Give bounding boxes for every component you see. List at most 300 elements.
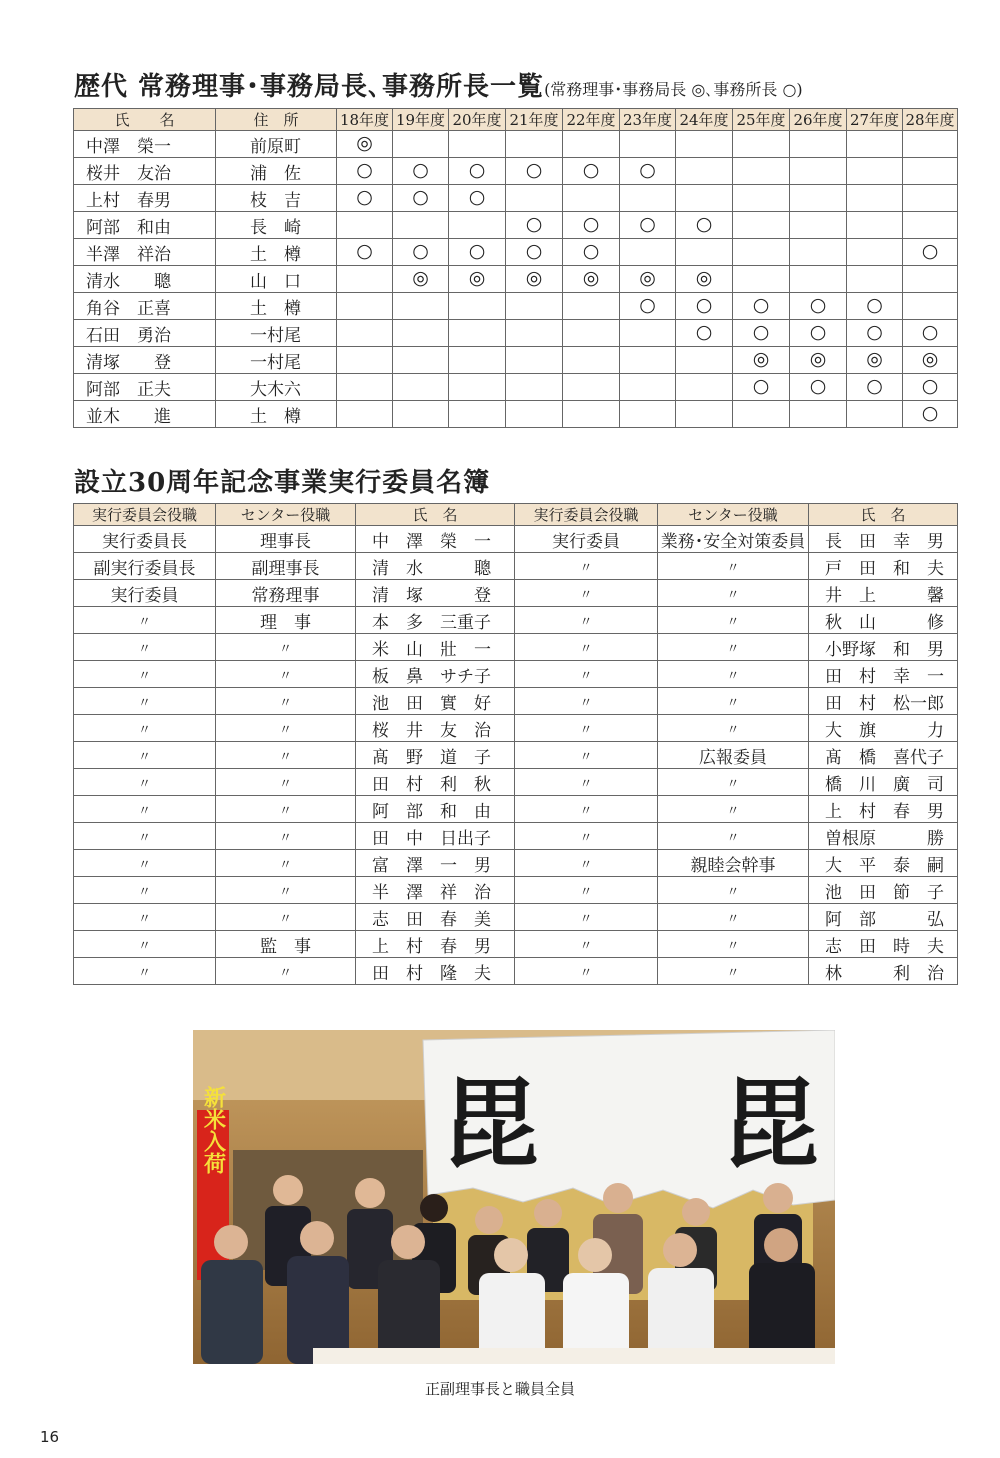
tenure-mark xyxy=(337,374,393,401)
tenure-mark xyxy=(563,347,620,374)
table-row xyxy=(74,715,958,742)
tenure-mark-symbol: ○ xyxy=(695,294,713,316)
center-role: 〃 xyxy=(216,850,356,877)
table-row xyxy=(74,526,958,553)
tenure-mark xyxy=(790,239,847,266)
member-name: 桜 井 友 治 xyxy=(356,715,515,742)
table-row xyxy=(74,401,958,428)
committee-role: 〃 xyxy=(74,634,216,661)
member-name: 本 多 三重子 xyxy=(356,607,515,634)
officers-history-title-text: 歴代 常務理事･事務局長､事務所長一覧 xyxy=(74,72,545,102)
center-role: 広報委員 xyxy=(658,742,809,769)
table-row xyxy=(74,634,958,661)
center-role: 〃 xyxy=(216,742,356,769)
tenure-mark xyxy=(790,158,847,185)
tenure-mark xyxy=(733,158,790,185)
tenure-mark xyxy=(620,374,676,401)
column-header: センター役職 xyxy=(658,504,809,526)
column-header-year: 18年度 xyxy=(337,109,393,131)
tenure-mark-symbol: ○ xyxy=(356,186,373,208)
member-name: 大 旗 力 xyxy=(809,715,958,742)
page-number: 16 xyxy=(40,1428,60,1446)
tenure-mark-symbol: ○ xyxy=(412,186,429,208)
table-row xyxy=(74,877,958,904)
tenure-mark xyxy=(676,131,733,158)
center-role: 〃 xyxy=(658,580,809,607)
member-name: 板 鼻 サチ子 xyxy=(356,661,515,688)
banner-character-right: 毘 xyxy=(723,1068,819,1181)
tenure-mark xyxy=(563,158,620,185)
member-name: 田 村 松一郎 xyxy=(809,688,958,715)
tenure-mark xyxy=(903,131,958,158)
tenure-mark xyxy=(733,131,790,158)
tenure-mark xyxy=(337,401,393,428)
tenure-mark xyxy=(506,293,563,320)
committee-role: 〃 xyxy=(74,931,216,958)
tenure-mark xyxy=(676,185,733,212)
tenure-mark xyxy=(337,158,393,185)
center-role: 業務･安全対策委員 xyxy=(658,526,809,553)
column-header: 実行委員会役職 xyxy=(515,504,658,526)
officer-address: 山 口 xyxy=(216,266,337,293)
member-name: 池 田 節 子 xyxy=(809,877,958,904)
member-name: 中 澤 榮 一 xyxy=(356,526,515,553)
tenure-mark xyxy=(903,158,958,185)
center-role: 監 事 xyxy=(216,931,356,958)
tenure-mark xyxy=(847,374,903,401)
table-row xyxy=(74,320,958,347)
table-row xyxy=(74,212,958,239)
committee-role: 〃 xyxy=(515,877,658,904)
officer-address: 大木六 xyxy=(216,374,337,401)
member-name: 阿 部 和 由 xyxy=(356,796,515,823)
tenure-mark xyxy=(563,185,620,212)
tenure-mark-symbol: ○ xyxy=(582,240,600,262)
tenure-mark-symbol: ○ xyxy=(752,375,770,397)
committee-role: 〃 xyxy=(74,688,216,715)
tenure-mark xyxy=(563,374,620,401)
center-role: 〃 xyxy=(658,661,809,688)
center-role: 〃 xyxy=(658,715,809,742)
tenure-mark xyxy=(506,401,563,428)
tenure-mark xyxy=(903,374,958,401)
member-name: 清 水 聰 xyxy=(356,553,515,580)
officer-name: 石田 勇治 xyxy=(74,320,216,347)
member-name: 志 田 時 夫 xyxy=(809,931,958,958)
center-role: 〃 xyxy=(658,931,809,958)
tenure-mark xyxy=(393,185,449,212)
tenure-mark-symbol: ○ xyxy=(866,294,883,316)
tenure-mark xyxy=(620,293,676,320)
member-name: 曽根原 勝 xyxy=(809,823,958,850)
tenure-mark-symbol: ○ xyxy=(695,213,713,235)
officer-address: 土 樽 xyxy=(216,401,337,428)
tenure-mark-symbol: ○ xyxy=(866,375,883,397)
center-role: 理事長 xyxy=(216,526,356,553)
tenure-mark xyxy=(790,320,847,347)
center-role: 〃 xyxy=(216,958,356,985)
tenure-mark xyxy=(903,212,958,239)
table-row xyxy=(74,607,958,634)
member-name: 髙 野 道 子 xyxy=(356,742,515,769)
tenure-mark xyxy=(393,374,449,401)
tenure-mark-symbol: ○ xyxy=(468,240,486,262)
tenure-mark xyxy=(563,401,620,428)
tenure-mark-symbol: ○ xyxy=(582,213,600,235)
tenure-mark-symbol: ○ xyxy=(468,159,486,181)
tenure-mark xyxy=(903,293,958,320)
tenure-mark xyxy=(790,185,847,212)
committee-role: 〃 xyxy=(515,553,658,580)
tenure-mark xyxy=(506,374,563,401)
tenure-mark-symbol: ◎ xyxy=(752,348,770,370)
tenure-mark xyxy=(449,239,506,266)
member-name: 橋 川 廣 司 xyxy=(809,769,958,796)
committee-role: 〃 xyxy=(74,769,216,796)
committee-role: 〃 xyxy=(74,877,216,904)
table-row xyxy=(74,553,958,580)
committee-role: 〃 xyxy=(74,607,216,634)
committee-role: 〃 xyxy=(74,742,216,769)
tenure-mark xyxy=(563,266,620,293)
officer-address: 一村尾 xyxy=(216,347,337,374)
committee-role: 〃 xyxy=(515,931,658,958)
tenure-mark xyxy=(676,212,733,239)
tenure-mark xyxy=(393,401,449,428)
member-name: 大 平 泰 嗣 xyxy=(809,850,958,877)
tenure-mark xyxy=(449,131,506,158)
tenure-mark-symbol: ○ xyxy=(695,321,713,343)
tenure-mark xyxy=(449,374,506,401)
tenure-mark-symbol: ○ xyxy=(866,321,883,343)
tenure-mark xyxy=(620,266,676,293)
tenure-mark xyxy=(676,374,733,401)
tenure-mark xyxy=(903,320,958,347)
committee-role: 〃 xyxy=(515,580,658,607)
tenure-mark xyxy=(393,320,449,347)
tenure-mark xyxy=(506,239,563,266)
member-name: 井 上 馨 xyxy=(809,580,958,607)
tenure-mark xyxy=(733,293,790,320)
center-role: 〃 xyxy=(658,904,809,931)
committee-role: 実行委員 xyxy=(515,526,658,553)
table-row xyxy=(74,239,958,266)
member-name: 長 田 幸 男 xyxy=(809,526,958,553)
tenure-mark-symbol: ○ xyxy=(809,321,827,343)
center-role: 〃 xyxy=(658,877,809,904)
center-role: 〃 xyxy=(216,715,356,742)
center-role: 〃 xyxy=(216,877,356,904)
banner-character-left: 毘 xyxy=(443,1068,539,1181)
tenure-mark-symbol: ○ xyxy=(752,294,770,316)
tenure-mark xyxy=(676,347,733,374)
officer-name: 並木 進 xyxy=(74,401,216,428)
tenure-mark-symbol: ○ xyxy=(921,321,939,343)
tenure-mark xyxy=(563,131,620,158)
tenure-mark-symbol: ○ xyxy=(582,159,600,181)
tenure-mark xyxy=(733,347,790,374)
center-role: 〃 xyxy=(658,607,809,634)
member-name: 米 山 壯 一 xyxy=(356,634,515,661)
tenure-mark-symbol: ◎ xyxy=(412,267,429,289)
tenure-mark xyxy=(790,212,847,239)
member-name: 田 村 利 秋 xyxy=(356,769,515,796)
tenure-mark xyxy=(393,266,449,293)
tenure-mark xyxy=(506,131,563,158)
column-header-name: 氏 名 xyxy=(74,109,216,131)
tenure-mark xyxy=(790,347,847,374)
column-header-year: 24年度 xyxy=(676,109,733,131)
committee-role: 〃 xyxy=(74,958,216,985)
committee-role: 副実行委員長 xyxy=(74,553,216,580)
officer-address: 長 崎 xyxy=(216,212,337,239)
tenure-mark xyxy=(449,185,506,212)
member-name: 林 利 治 xyxy=(809,958,958,985)
tenure-mark xyxy=(733,374,790,401)
tenure-mark xyxy=(393,239,449,266)
center-role: 〃 xyxy=(658,823,809,850)
committee-role: 〃 xyxy=(515,823,658,850)
tenure-mark xyxy=(620,347,676,374)
committee-roster-table xyxy=(73,503,958,985)
column-header: 実行委員会役職 xyxy=(74,504,216,526)
tenure-mark xyxy=(733,266,790,293)
center-role: 常務理事 xyxy=(216,580,356,607)
tenure-mark xyxy=(676,401,733,428)
committee-role: 〃 xyxy=(74,904,216,931)
tenure-mark xyxy=(506,347,563,374)
center-role: 〃 xyxy=(216,688,356,715)
column-header: センター役職 xyxy=(216,504,356,526)
tenure-mark xyxy=(506,320,563,347)
tenure-mark xyxy=(847,131,903,158)
tenure-mark-symbol: ○ xyxy=(752,321,770,343)
center-role: 〃 xyxy=(216,904,356,931)
column-header-year: 28年度 xyxy=(903,109,958,131)
member-name: 志 田 春 美 xyxy=(356,904,515,931)
tenure-mark-symbol: ○ xyxy=(412,159,429,181)
committee-role: 〃 xyxy=(74,823,216,850)
tenure-mark-symbol: ○ xyxy=(639,294,656,316)
tenure-mark xyxy=(393,158,449,185)
committee-role: 〃 xyxy=(515,715,658,742)
tenure-mark xyxy=(847,401,903,428)
member-name: 半 澤 祥 治 xyxy=(356,877,515,904)
committee-role: 〃 xyxy=(74,796,216,823)
officer-address: 前原町 xyxy=(216,131,337,158)
committee-role: 〃 xyxy=(515,661,658,688)
tenure-mark-symbol: ○ xyxy=(921,375,939,397)
tenure-mark-symbol: ◎ xyxy=(582,267,600,289)
member-name: 田 村 隆 夫 xyxy=(356,958,515,985)
committee-role: 〃 xyxy=(74,850,216,877)
table-edge xyxy=(313,1348,835,1364)
table-row xyxy=(74,185,958,212)
tenure-mark xyxy=(620,131,676,158)
committee-role: 〃 xyxy=(74,661,216,688)
tenure-mark xyxy=(506,158,563,185)
tenure-mark xyxy=(733,320,790,347)
committee-role: 〃 xyxy=(515,607,658,634)
committee-role: 〃 xyxy=(515,850,658,877)
column-header-year: 27年度 xyxy=(847,109,903,131)
tenure-mark xyxy=(620,401,676,428)
table-row xyxy=(74,904,958,931)
tenure-mark xyxy=(563,239,620,266)
center-role: 〃 xyxy=(658,796,809,823)
table-row xyxy=(74,958,958,985)
tenure-mark xyxy=(620,185,676,212)
shop-banner-text: 新米入荷 xyxy=(200,1086,226,1174)
tenure-mark xyxy=(337,293,393,320)
committee-roster-header-row xyxy=(74,504,958,526)
tenure-mark-symbol: ○ xyxy=(525,240,543,262)
tenure-mark-symbol: ○ xyxy=(412,240,429,262)
table-row xyxy=(74,931,958,958)
center-role: 〃 xyxy=(216,796,356,823)
table-row xyxy=(74,850,958,877)
officers-history-title xyxy=(74,66,803,103)
tenure-mark xyxy=(790,374,847,401)
center-role: 副理事長 xyxy=(216,553,356,580)
tenure-mark-symbol: ◎ xyxy=(695,267,713,289)
tenure-mark xyxy=(337,320,393,347)
committee-role: 〃 xyxy=(515,796,658,823)
officers-history-header-row xyxy=(74,109,958,131)
tenure-mark xyxy=(337,239,393,266)
center-role: 〃 xyxy=(658,769,809,796)
table-row xyxy=(74,266,958,293)
center-role: 親睦会幹事 xyxy=(658,850,809,877)
tenure-mark xyxy=(847,158,903,185)
tenure-mark xyxy=(903,239,958,266)
tenure-mark xyxy=(790,401,847,428)
tenure-mark-symbol: ○ xyxy=(468,186,486,208)
column-header-address: 住 所 xyxy=(216,109,337,131)
tenure-mark xyxy=(449,401,506,428)
tenure-mark-symbol: ○ xyxy=(921,240,939,262)
tenure-mark xyxy=(847,293,903,320)
tenure-mark-symbol: ◎ xyxy=(639,267,656,289)
table-row xyxy=(74,769,958,796)
column-header-year: 22年度 xyxy=(563,109,620,131)
tenure-mark-symbol: ◎ xyxy=(921,348,939,370)
tenure-mark-symbol: ○ xyxy=(525,159,543,181)
column-header-year: 23年度 xyxy=(620,109,676,131)
center-role: 〃 xyxy=(216,823,356,850)
committee-role: 〃 xyxy=(515,958,658,985)
tenure-mark xyxy=(733,212,790,239)
tenure-mark xyxy=(847,320,903,347)
tenure-mark xyxy=(847,266,903,293)
tenure-mark xyxy=(620,212,676,239)
column-header-year: 26年度 xyxy=(790,109,847,131)
tenure-mark-symbol: ○ xyxy=(809,294,827,316)
tenure-mark xyxy=(449,158,506,185)
member-name: 池 田 實 好 xyxy=(356,688,515,715)
tenure-mark xyxy=(337,131,393,158)
tenure-mark xyxy=(449,266,506,293)
tenure-mark-symbol: ○ xyxy=(639,213,656,235)
member-name: 田 村 幸 一 xyxy=(809,661,958,688)
center-role: 〃 xyxy=(658,634,809,661)
column-header-year: 20年度 xyxy=(449,109,506,131)
officers-history-legend: (常務理事･事務局長 ◎､事務所長 ○) xyxy=(544,80,803,99)
tenure-mark xyxy=(449,293,506,320)
tenure-mark xyxy=(676,239,733,266)
member-name: 田 中 日出子 xyxy=(356,823,515,850)
committee-role: 〃 xyxy=(515,688,658,715)
column-header-year: 19年度 xyxy=(393,109,449,131)
tenure-mark-symbol: ◎ xyxy=(525,267,543,289)
committee-role: 〃 xyxy=(515,634,658,661)
tenure-mark xyxy=(620,158,676,185)
group-photo xyxy=(193,1030,835,1364)
tenure-mark xyxy=(449,320,506,347)
tenure-mark xyxy=(733,185,790,212)
tenure-mark-symbol: ○ xyxy=(809,375,827,397)
officer-name: 中澤 榮一 xyxy=(74,131,216,158)
tenure-mark xyxy=(563,293,620,320)
tenure-mark-symbol: ○ xyxy=(525,213,543,235)
tenure-mark-symbol: ◎ xyxy=(468,267,486,289)
tenure-mark-symbol: ◎ xyxy=(866,348,883,370)
tenure-mark xyxy=(620,320,676,347)
center-role: 〃 xyxy=(216,769,356,796)
tenure-mark xyxy=(506,212,563,239)
member-name: 小野塚 和 男 xyxy=(809,634,958,661)
center-role: 〃 xyxy=(658,688,809,715)
tenure-mark xyxy=(790,131,847,158)
table-row xyxy=(74,374,958,401)
tenure-mark xyxy=(790,293,847,320)
tenure-mark xyxy=(733,401,790,428)
officer-name: 桜井 友治 xyxy=(74,158,216,185)
table-row xyxy=(74,131,958,158)
tenure-mark xyxy=(903,266,958,293)
tenure-mark xyxy=(676,158,733,185)
center-role: 〃 xyxy=(658,958,809,985)
tenure-mark xyxy=(903,185,958,212)
tenure-mark-symbol: ○ xyxy=(921,402,939,424)
officer-address: 土 樽 xyxy=(216,293,337,320)
tenure-mark xyxy=(337,212,393,239)
tenure-mark xyxy=(903,401,958,428)
officer-name: 清塚 登 xyxy=(74,347,216,374)
table-row xyxy=(74,742,958,769)
member-name: 上 村 春 男 xyxy=(356,931,515,958)
center-role: 〃 xyxy=(216,634,356,661)
officer-name: 半澤 祥治 xyxy=(74,239,216,266)
officer-name: 清水 聰 xyxy=(74,266,216,293)
table-row xyxy=(74,158,958,185)
table-row xyxy=(74,580,958,607)
tenure-mark xyxy=(563,320,620,347)
tenure-mark xyxy=(676,293,733,320)
member-name: 富 澤 一 男 xyxy=(356,850,515,877)
officer-name: 角谷 正喜 xyxy=(74,293,216,320)
tenure-mark xyxy=(393,212,449,239)
center-role: 〃 xyxy=(216,661,356,688)
officer-address: 土 樽 xyxy=(216,239,337,266)
tenure-mark xyxy=(337,185,393,212)
tenure-mark xyxy=(790,266,847,293)
tenure-mark-symbol: ○ xyxy=(639,159,656,181)
photo-caption: 正副理事長と職員全員 xyxy=(424,1380,575,1398)
tenure-mark xyxy=(733,239,790,266)
member-name: 上 村 春 男 xyxy=(809,796,958,823)
tenure-mark xyxy=(847,239,903,266)
